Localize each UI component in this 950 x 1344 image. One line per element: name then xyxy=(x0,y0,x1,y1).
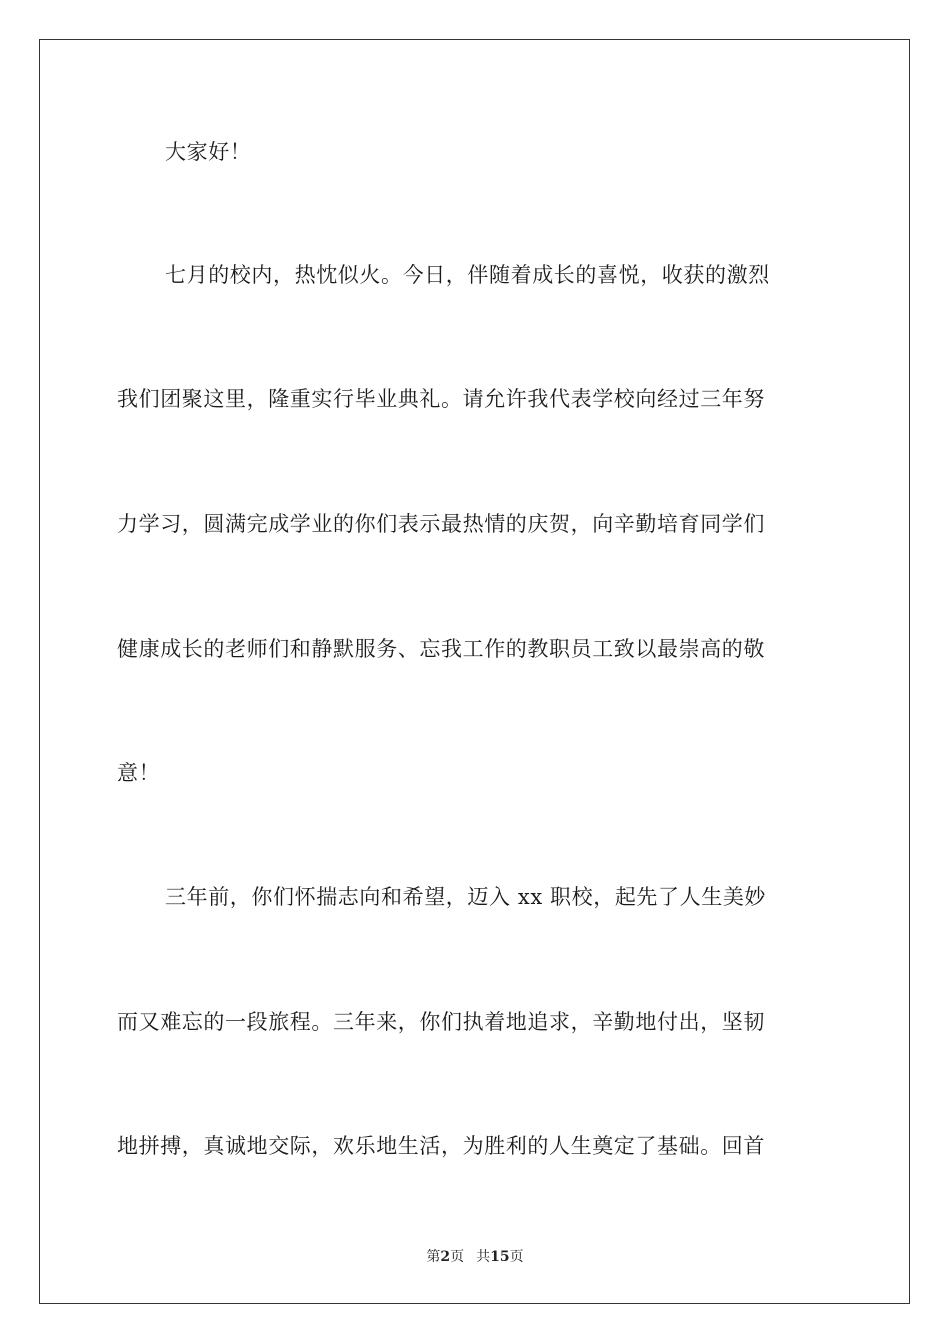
paragraph-line: 七月的校内，热忱似火。今日，伴随着成长的喜悦，收获的激烈 xyxy=(165,263,770,287)
page-footer xyxy=(0,1247,950,1267)
total-page-count: 15 xyxy=(490,1249,510,1265)
page-unit: 页 xyxy=(450,1249,465,1265)
paragraph-line: 地拼搏，真诚地交际，欢乐地生活，为胜利的人生奠定了基础。回首 xyxy=(117,1134,765,1158)
page-prefix: 第 xyxy=(426,1249,441,1265)
paragraph-greeting: 大家好！ xyxy=(165,140,252,164)
paragraph-line: 三年前，你们怀揣志向和希望，迈入 xx 职校，起先了人生美妙 xyxy=(165,885,767,909)
paragraph-line: 意！ xyxy=(117,761,161,785)
paragraph-line: 健康成长的老师们和静默服务、忘我工作的教职员工致以最崇高的敬 xyxy=(117,637,765,661)
paragraph-line: 我们团聚这里，隆重实行毕业典礼。请允许我代表学校向经过三年努 xyxy=(117,387,765,411)
current-page-number: 2 xyxy=(440,1249,451,1265)
page-border xyxy=(39,39,910,1304)
paragraph-line: 而又难忘的一段旅程。三年来，你们执着地追求，辛勤地付出，坚韧 xyxy=(117,1010,765,1034)
paragraph-line: 力学习，圆满完成学业的你们表示最热情的庆贺，向辛勤培育同学们 xyxy=(117,512,765,536)
total-prefix: 共 xyxy=(476,1249,491,1265)
total-unit: 页 xyxy=(509,1249,524,1265)
